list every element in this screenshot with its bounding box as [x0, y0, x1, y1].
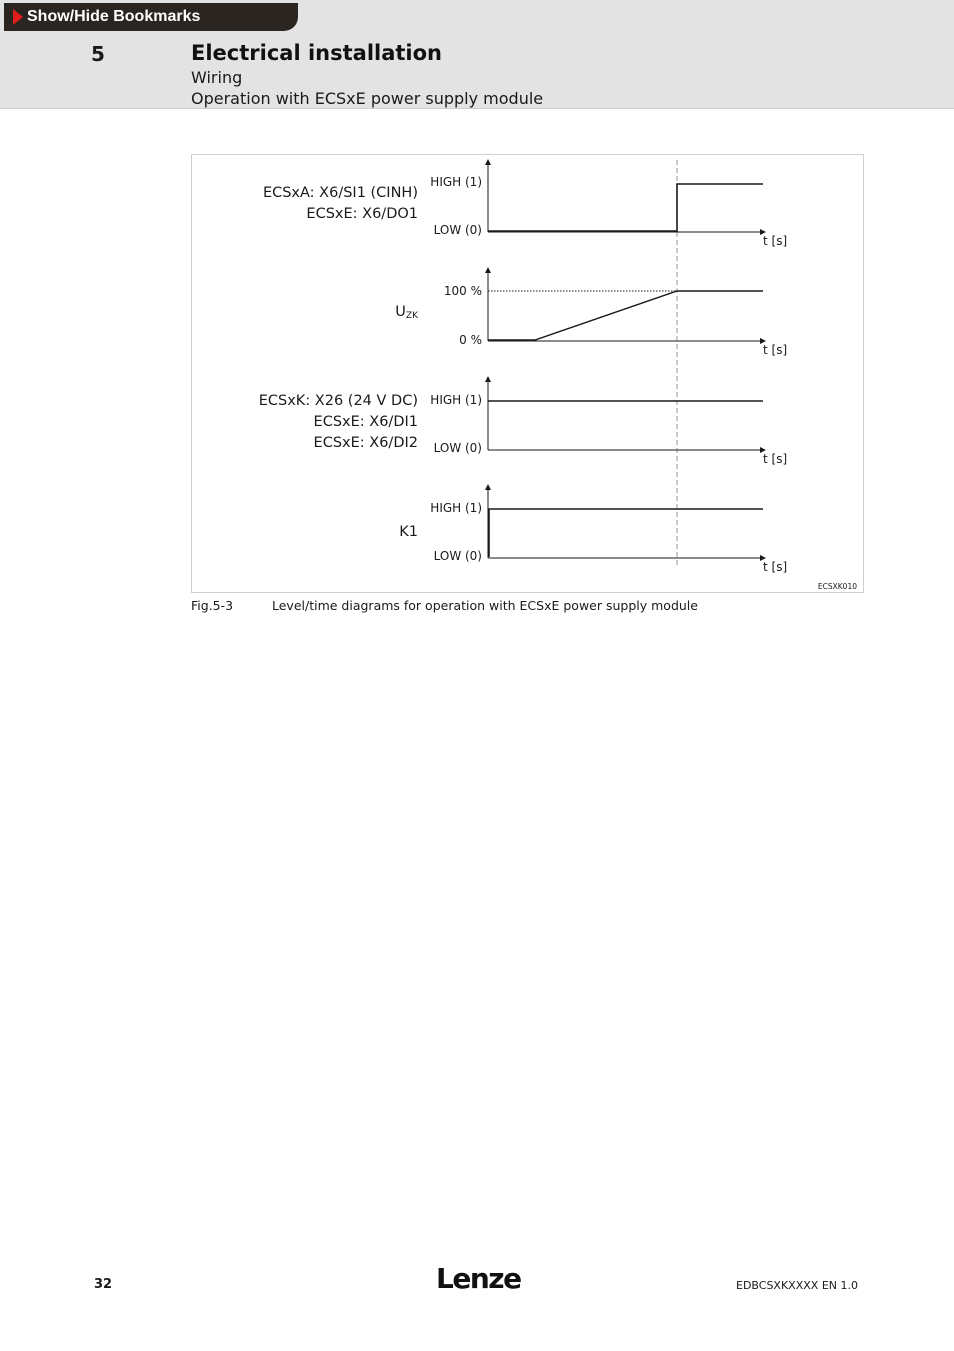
page-number: 32 — [94, 1277, 113, 1292]
bookmarks-label: Show/Hide Bookmarks — [27, 8, 201, 25]
signal-2-waveform — [488, 291, 763, 340]
signal-4-high-label: HIGH (1) — [430, 501, 482, 515]
figure-code: ECSXK010 — [817, 582, 857, 591]
signal-2-top-label: 100 % — [443, 284, 482, 298]
signal-4-time-label: t [s] — [763, 560, 788, 574]
chapter-title: Electrical installation — [191, 41, 442, 65]
signal-3-time-label: t [s] — [763, 452, 788, 466]
signal-4-waveform — [489, 509, 763, 557]
figure-caption-text: Level/time diagrams for operation with ECSxE power supply module — [272, 598, 698, 613]
signal-3-high-label: HIGH (1) — [430, 393, 482, 407]
signal-4-diagram — [399, 485, 787, 574]
signal-1-low-label: LOW (0) — [433, 223, 482, 237]
signal-2-diagram — [395, 268, 787, 357]
signal-1-label-line-1: ECSxA: X6/SI1 (CINH) — [262, 185, 418, 201]
signal-1-diagram — [263, 160, 787, 248]
signal-4-low-label: LOW (0) — [433, 549, 482, 563]
signal-1-label-line-2: ECSxE: X6/DO1 — [306, 206, 418, 222]
signal-2-label — [395, 304, 419, 321]
signal-1-waveform — [488, 184, 763, 231]
signal-2-label-main: U — [395, 304, 406, 320]
signal-3-label-line-2: ECSxE: X6/DI1 — [313, 414, 418, 430]
signal-3-label-line-1: ECSxK: X26 (24 V DC) — [258, 393, 418, 409]
subtitle-operation: Operation with ECSxE power supply module — [191, 89, 544, 108]
figure-caption-number: Fig.5-3 — [191, 598, 234, 613]
signal-1-time-label: t [s] — [763, 234, 788, 248]
signal-1-high-label: HIGH (1) — [430, 175, 482, 189]
signal-3-label-line-3: ECSxE: X6/DI2 — [313, 435, 418, 451]
chapter-number: 5 — [91, 42, 105, 66]
signal-4-label: K1 — [399, 524, 418, 540]
signal-3-diagram — [259, 377, 787, 466]
lenze-logo: Lenze — [436, 1262, 521, 1295]
signal-2-label-sub: ZK — [405, 311, 418, 321]
level-time-diagram — [0, 0, 954, 620]
signal-2-time-label: t [s] — [763, 343, 788, 357]
document-id: EDBCSXKXXXX EN 1.0 — [736, 1279, 858, 1292]
subtitle-wiring: Wiring — [191, 68, 243, 87]
signal-2-bottom-label: 0 % — [459, 333, 482, 347]
signal-3-low-label: LOW (0) — [433, 441, 482, 455]
